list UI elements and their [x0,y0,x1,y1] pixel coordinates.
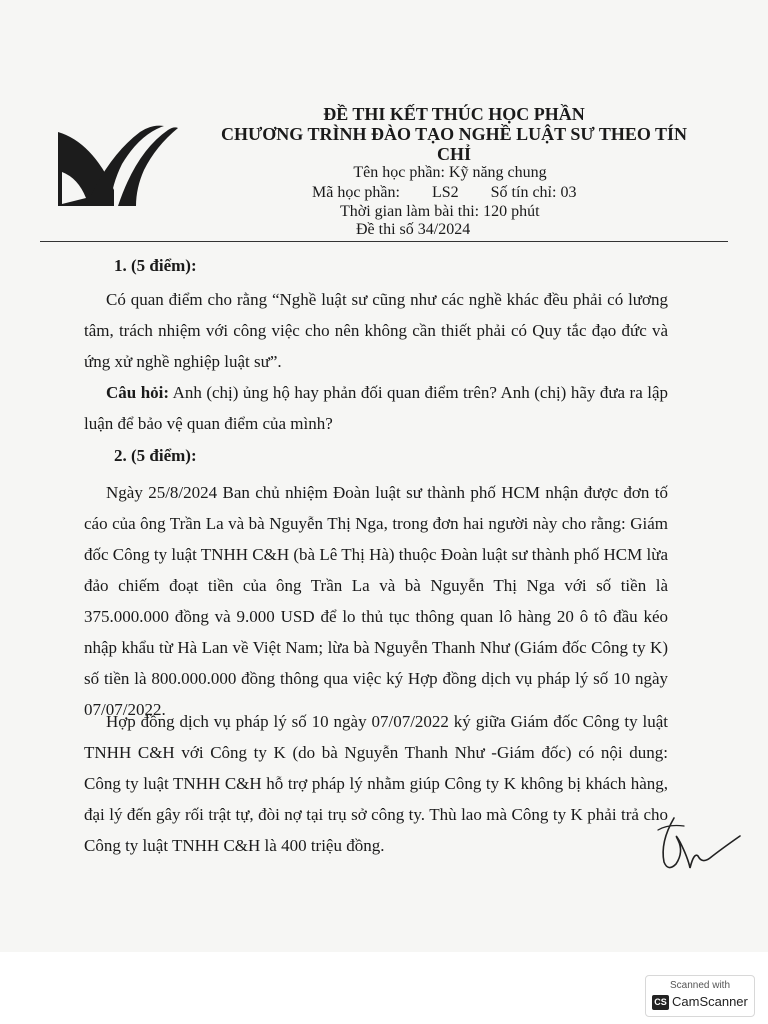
question-2-paragraph-2 [84,706,668,861]
camscanner-brand: CamScanner [672,994,748,1009]
exam-number: Đề thi số 34/2024 [356,221,471,238]
camscanner-watermark [645,975,755,1017]
header-title-line3: CHỈ [436,144,471,164]
header-title-line2: CHƯƠNG TRÌNH ĐÀO TẠO NGHỀ LUẬT SƯ THEO TÍN [220,124,688,144]
question-2-paragraph-2-text: Hợp đồng dịch vụ pháp lý số 10 ngày 07/07/2022 ký giữa Giám đốc Công ty luật TNHH C&H với Công ty K (do bà Nguyễn Thanh Như -Giám đốc) có nội dung: Công ty luật TNHH C&H hỗ trợ pháp lý nhằm giúp Công ty K không bị khách hàng, đại lý đến gây rối trật tự, đòi nợ tại trụ sở công ty. Thù lao mà Công ty K phải trả cho Công ty luật TNHH C&H là 400 triệu đồng. [84,712,668,855]
question-1-heading: 1. (5 điểm): [114,256,197,275]
header-title-line1: ĐỀ THI KẾT THÚC HỌC PHẦN [323,104,585,124]
course-code-row [312,184,632,202]
camscanner-icon: CS [652,995,669,1010]
course-code: LS2 [431,184,459,201]
handwritten-signature [654,812,744,876]
institution-logo [56,112,180,208]
course-name: Tên học phần: Kỹ năng chung [353,164,547,181]
exam-header [184,104,724,164]
question-1-prompt [84,377,668,439]
question-1-prompt-text: Anh (chị) ủng hộ hay phản đối quan điểm trên? Anh (chị) hãy đưa ra lập luận để bảo vệ quan điểm của mình? [84,383,668,433]
question-1-statement-text: Có quan điểm cho rằng “Nghề luật sư cũng như các nghề khác đều phải có lương tâm, trách nhiệm với công việc cho nên không cần thiết phải có Quy tắc đạo đức và ứng xử nghề nghiệp luật sư”. [84,290,668,371]
question-2-heading: 2. (5 điểm): [114,446,197,465]
course-credits: Số tín chỉ: 03 [490,184,577,201]
question-2-paragraph-1 [84,477,668,725]
question-1-statement [84,284,668,377]
question-label: Câu hỏi: [106,383,170,402]
course-code-label: Mã học phần: [312,184,400,201]
scanned-with-text: Scanned with [669,980,731,991]
header-divider [40,241,728,242]
exam-duration: Thời gian làm bài thi: 120 phút [340,203,540,220]
question-2-paragraph-1-text: Ngày 25/8/2024 Ban chủ nhiệm Đoàn luật sư thành phố HCM nhận được đơn tố cáo của ông Trần La và bà Nguyễn Thị Nga, trong đơn hai người này cho rằng: Giám đốc Công ty luật TNHH C&H (bà Lê Thị Hà) thuộc Đoàn luật sư thành phố HCM lừa đảo chiếm đoạt tiền của ông Trần La và bà Nguyễn Thị Nga với số tiền là 375.000.000 đồng và 9.000 USD để lo thủ tục thông quan lô hàng 20 ô tô đầu kéo nhập khẩu từ Hà Lan về Việt Nam; lừa bà Nguyễn Thanh Như (Giám đốc Công ty K) số tiền là 800.000.000 đồng thông qua việc ký Hợp đồng dịch vụ pháp lý số 10 ngày 07/07/2022. [84,483,668,719]
